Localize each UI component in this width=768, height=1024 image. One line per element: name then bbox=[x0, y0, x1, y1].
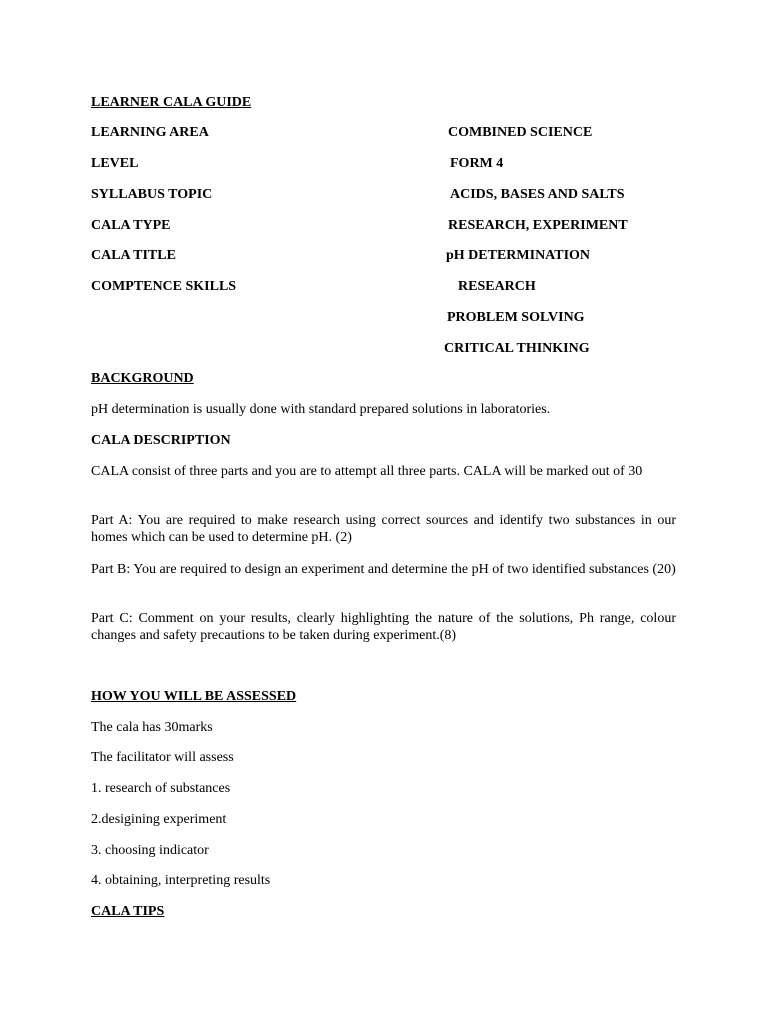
cala-title-value: pH DETERMINATION bbox=[446, 248, 591, 263]
syllabus-topic-label: SYLLABUS TOPIC bbox=[91, 187, 213, 202]
assessment-facilitator-line: The facilitator will assess bbox=[91, 750, 234, 765]
competence-skill-item: RESEARCH bbox=[458, 279, 536, 294]
part-c-text: Part C: Comment on your results, clearly highlighting the nature of the solutions, Ph range, colour changes and safety precautions to be taken during experiment.(8) bbox=[91, 611, 676, 643]
competence-skill-item: PROBLEM SOLVING bbox=[447, 310, 585, 325]
description-intro: CALA consist of three parts and you are to attempt all three parts. CALA will be marked out of 30 bbox=[91, 464, 643, 479]
competence-skill-item: CRITICAL THINKING bbox=[444, 341, 590, 356]
learning-area-value: COMBINED SCIENCE bbox=[448, 125, 593, 140]
assessment-item: 4. obtaining, interpreting results bbox=[91, 873, 271, 888]
assessment-item: 3. choosing indicator bbox=[91, 843, 209, 858]
assessment-item: 2.desigining experiment bbox=[91, 812, 227, 827]
learning-area-label: LEARNING AREA bbox=[91, 125, 209, 140]
part-a-text: Part A: You are required to make research using correct sources and identify two substances in our homes which can be used to determine pH. (2) bbox=[91, 513, 676, 545]
background-heading: BACKGROUND bbox=[91, 371, 194, 386]
part-b-text: Part B: You are required to design an experiment and determine the pH of two identified substances (20) bbox=[91, 562, 676, 577]
cala-type-value: RESEARCH, EXPERIMENT bbox=[448, 218, 628, 233]
assessment-marks-line: The cala has 30marks bbox=[91, 720, 213, 735]
assessment-heading: HOW YOU WILL BE ASSESSED bbox=[91, 689, 297, 704]
level-value: FORM 4 bbox=[450, 156, 504, 171]
description-heading: CALA DESCRIPTION bbox=[91, 433, 231, 448]
syllabus-topic-value: ACIDS, BASES AND SALTS bbox=[450, 187, 625, 202]
level-label: LEVEL bbox=[91, 156, 139, 171]
document-title: LEARNER CALA GUIDE bbox=[91, 95, 252, 110]
cala-type-label: CALA TYPE bbox=[91, 218, 171, 233]
assessment-item: 1. research of substances bbox=[91, 781, 231, 796]
cala-title-label: CALA TITLE bbox=[91, 248, 176, 263]
background-text: pH determination is usually done with standard prepared solutions in laboratories. bbox=[91, 402, 551, 417]
tips-heading: CALA TIPS bbox=[91, 904, 165, 919]
competence-skills-label: COMPTENCE SKILLS bbox=[91, 279, 237, 294]
